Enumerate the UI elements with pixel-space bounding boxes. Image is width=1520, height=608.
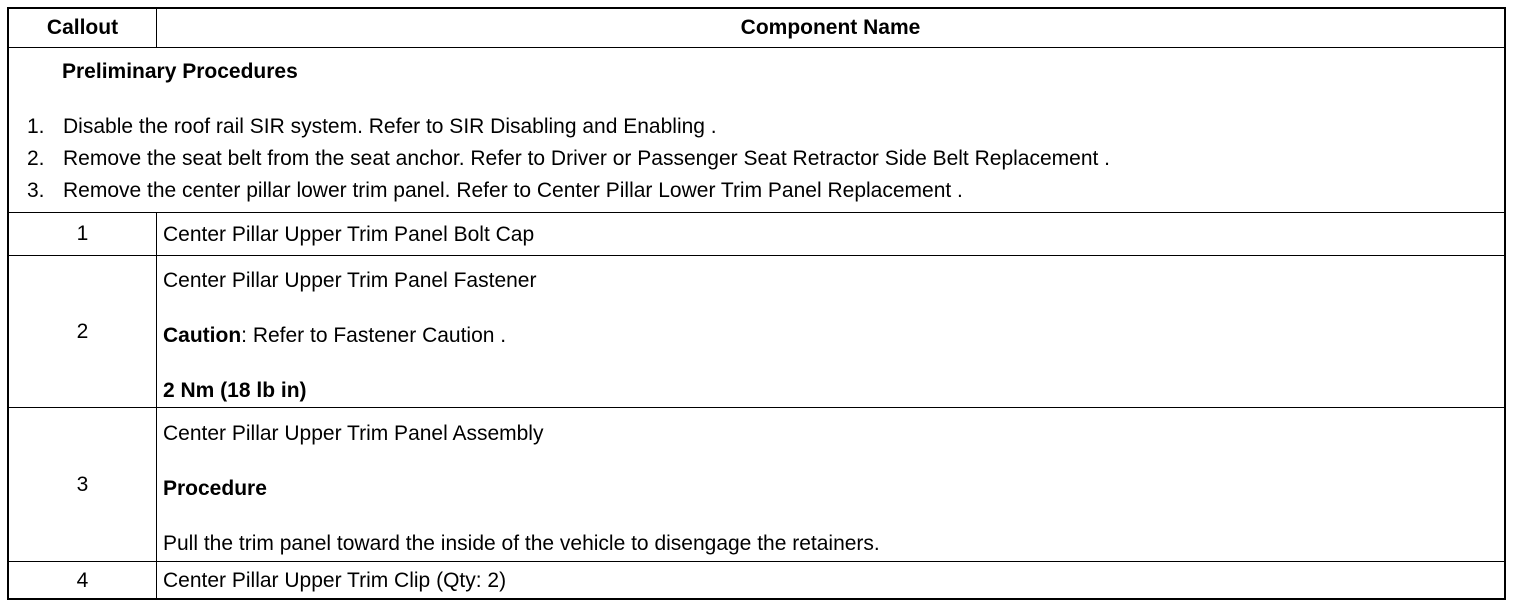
header-callout: Callout <box>9 9 157 47</box>
callout-cell: 4 <box>9 562 157 600</box>
header-component-name: Component Name <box>740 16 921 39</box>
table-header-row <box>9 9 1504 48</box>
component-cell <box>157 562 1504 600</box>
component-name: Center Pillar Upper Trim Panel Bolt Cap <box>163 223 535 246</box>
torque-spec: 2 Nm (18 lb in) <box>163 379 307 402</box>
step-number: 1. <box>27 115 45 138</box>
callout-cell: 2 <box>9 256 157 407</box>
table-row <box>9 256 1504 408</box>
component-name: Center Pillar Upper Trim Panel Assembly <box>163 422 544 445</box>
callout-cell: 1 <box>9 213 157 255</box>
step-number: 3. <box>27 179 45 202</box>
caution-note <box>163 324 506 348</box>
step-text: Remove the center pillar lower trim panel. Refer to Center Pillar Lower Trim Panel Replacement . <box>63 179 963 202</box>
component-cell <box>157 256 1504 407</box>
step-number: 2. <box>27 147 45 170</box>
procedure-label: Procedure <box>163 477 267 500</box>
component-name: Center Pillar Upper Trim Panel Fastener <box>163 269 537 292</box>
procedure-text: Pull the trim panel toward the inside of the vehicle to disengage the retainers. <box>163 532 880 555</box>
callout-cell: 3 <box>9 408 157 561</box>
caution-label: Caution <box>163 324 242 347</box>
table-row <box>9 408 1504 562</box>
component-name: Center Pillar Upper Trim Clip (Qty: 2) <box>163 569 507 592</box>
component-cell <box>157 408 1504 561</box>
table-row <box>9 213 1504 256</box>
preliminary-step <box>27 115 717 139</box>
table-row <box>9 562 1504 600</box>
preliminary-step <box>27 179 963 203</box>
preliminary-procedures <box>9 48 1504 213</box>
step-text: Disable the roof rail SIR system. Refer to SIR Disabling and Enabling . <box>63 115 717 138</box>
preliminary-title: Preliminary Procedures <box>62 60 298 83</box>
component-table <box>7 7 1506 600</box>
step-text: Remove the seat belt from the seat anchor. Refer to Driver or Passenger Seat Retractor Side Belt Replacement . <box>63 147 1111 170</box>
component-cell <box>157 213 1504 255</box>
caution-text: : Refer to Fastener Caution . <box>241 324 507 347</box>
preliminary-step <box>27 147 1110 171</box>
